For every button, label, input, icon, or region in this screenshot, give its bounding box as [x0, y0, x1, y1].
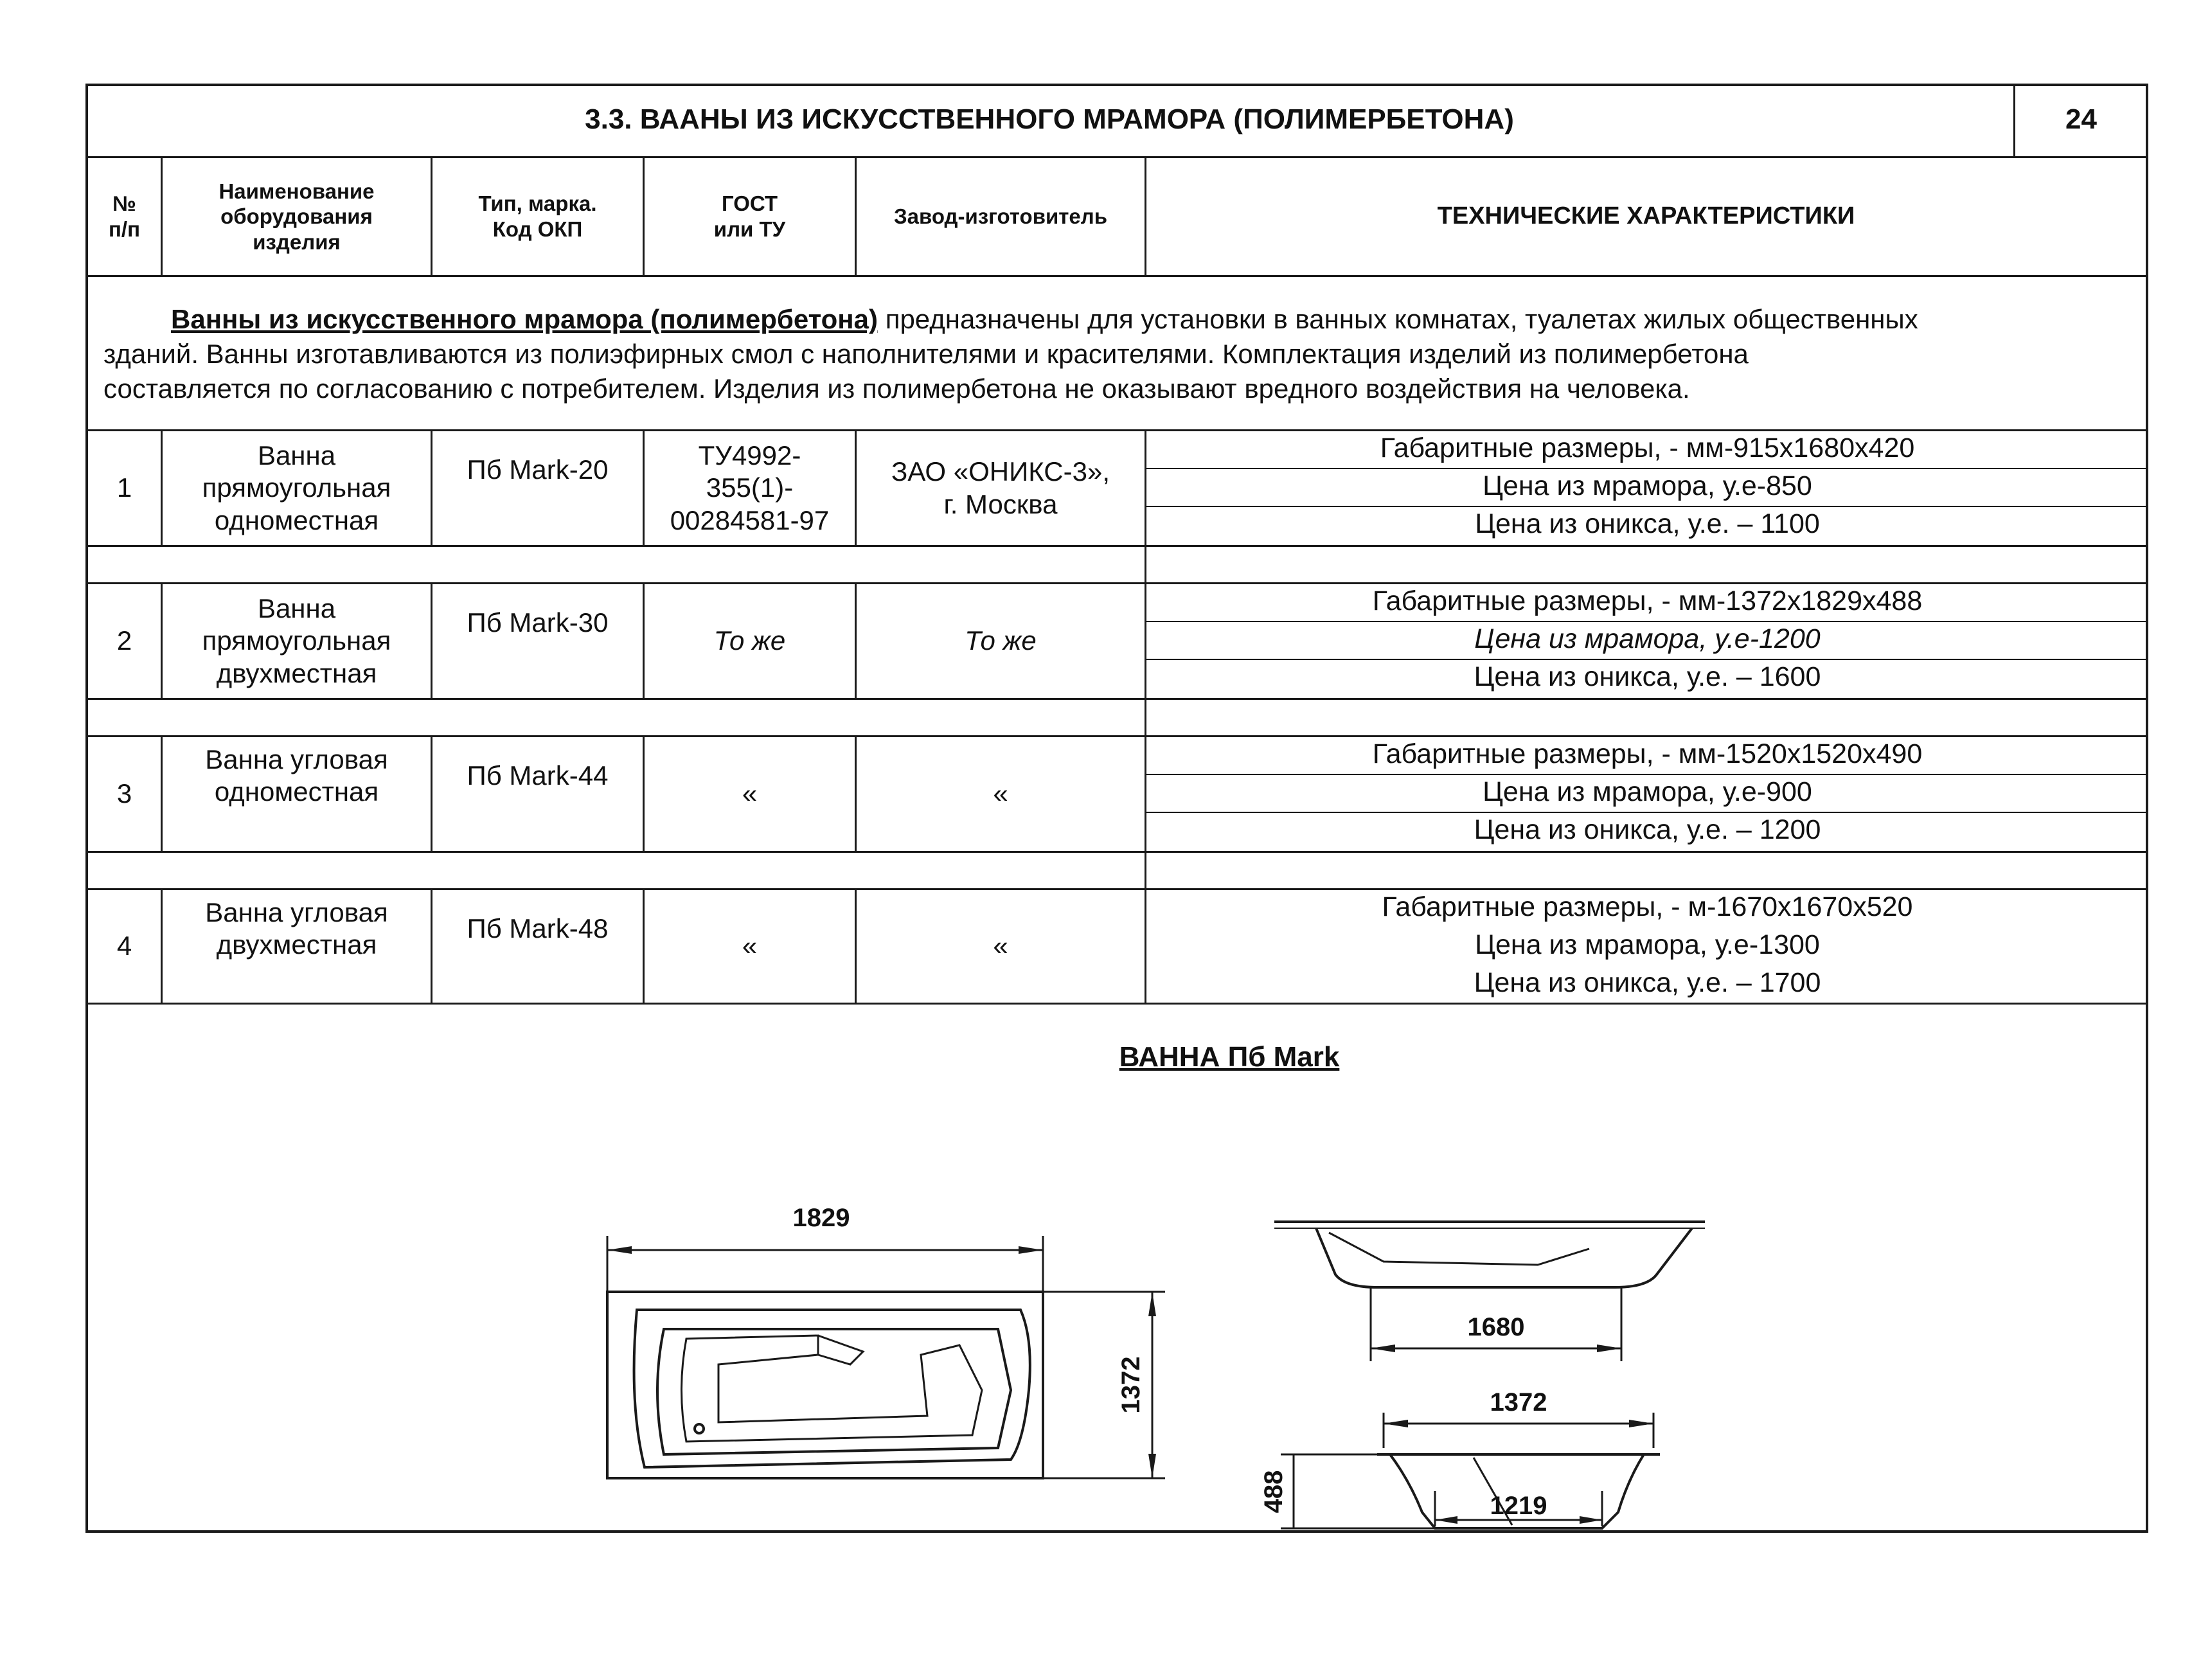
row4-maker: «: [993, 931, 1008, 961]
dim-end-top-label: 1372: [1490, 1388, 1547, 1416]
dim-length-label: 1829: [792, 1204, 850, 1232]
row2-gost: То же: [713, 625, 786, 656]
dim-end-bottom-label: 1219: [1490, 1492, 1547, 1520]
intro-line1: предназначены для установки в ванных комнатах, туалетах жилых общественных: [878, 304, 1918, 334]
row4-spec-marble-price: Цена из мрамора, у.е-1300: [1475, 929, 1820, 960]
row1-spec-marble-price: Цена из мрамора, у.е-850: [1483, 470, 1812, 501]
page-number: 24: [2065, 103, 2097, 136]
row2-spec-marble-price: Цена из мрамора, у.е-1200: [1474, 623, 1821, 654]
row4-type: Пб Mark-48: [467, 913, 609, 943]
col-header-name: Наименование оборудования изделия: [218, 179, 375, 254]
row2-maker: То же: [965, 625, 1037, 656]
row1-gost: ТУ4992- 355(1)- 00284581-97: [670, 440, 830, 535]
col-header-type: Тип, марка. Код ОКП: [478, 192, 597, 241]
row3-type: Пб Mark-44: [467, 760, 609, 791]
col-header-num: № п/п: [108, 192, 141, 241]
bathtub-drawing: [85, 1005, 2148, 1532]
row1-type: Пб Mark-20: [467, 454, 609, 485]
top-view: [607, 1236, 1165, 1478]
end-view-bottom-dim: [85, 1491, 2148, 1530]
row1-num: 1: [116, 472, 132, 503]
row2-num: 2: [116, 625, 132, 656]
row4-spec-dimensions: Габаритные размеры, - м-1670х1670х520: [1382, 891, 1913, 922]
row1-maker: ЗАО «ОНИКС-3», г. Москва: [891, 456, 1110, 519]
row3-num: 3: [116, 778, 132, 809]
col-header-maker: Завод-изготовитель: [893, 204, 1108, 229]
row4-name: Ванна угловая двухместная: [205, 897, 388, 960]
intro-lead: Ванны из искусственного мрамора (полимербетона): [171, 304, 878, 334]
drawing-title: ВАННА Пб Mark: [1119, 1041, 1340, 1073]
row3-maker: «: [993, 778, 1008, 809]
dim-end-height-label: 488: [1260, 1470, 1288, 1514]
row4-num: 4: [116, 931, 132, 961]
row2-type: Пб Mark-30: [467, 607, 609, 638]
row4-spec-onyx-price: Цена из оникса, у.е. – 1700: [1474, 967, 1821, 998]
row3-gost: «: [742, 778, 758, 809]
intro-line3: составляется по согласованию с потребителем. Изделия из полимербетона не оказывают вредного воздействия на человека.: [103, 373, 1690, 404]
col-header-specs: ТЕХНИЧЕСКИЕ ХАРАКТЕРИСТИКИ: [1437, 202, 1855, 230]
col-header-gost: ГОСТ или ТУ: [713, 192, 786, 241]
row1-name: Ванна прямоугольная одноместная: [202, 440, 391, 535]
row2-name: Ванна прямоугольная двухместная: [202, 593, 391, 688]
intro-paragraph: [103, 302, 2134, 406]
row1-spec-dimensions: Габаритные размеры, - мм-915х1680х420: [1380, 433, 1915, 463]
row4-gost: «: [742, 931, 758, 961]
dim-side-length-label: 1680: [1467, 1313, 1525, 1341]
row3-spec-marble-price: Цена из мрамора, у.е-900: [1483, 776, 1812, 807]
document-sheet: [85, 84, 2161, 1530]
row3-spec-onyx-price: Цена из оникса, у.е. – 1200: [1474, 814, 1821, 845]
section-title: 3.3. ВААНЫ ИЗ ИСКУССТВЕННОГО МРАМОРА (ПОЛИМЕРБЕТОНА): [585, 103, 1514, 136]
row3-name: Ванна угловая одноместная: [205, 744, 388, 807]
row2-spec-onyx-price: Цена из оникса, у.е. – 1600: [1474, 661, 1821, 692]
intro-line2: зданий. Ванны изготавливаются из полиэфирных смол с наполнителями и красителями. Комплектация изделий из полимербетона: [103, 339, 1749, 369]
dim-width-label: 1372: [1117, 1356, 1145, 1414]
row2-spec-dimensions: Габаритные размеры, - мм-1372х1829х488: [1372, 585, 1923, 616]
row1-spec-onyx-price: Цена из оникса, у.е. – 1100: [1475, 508, 1820, 539]
row3-spec-dimensions: Габаритные размеры, - мм-1520х1520х490: [1372, 738, 1923, 769]
